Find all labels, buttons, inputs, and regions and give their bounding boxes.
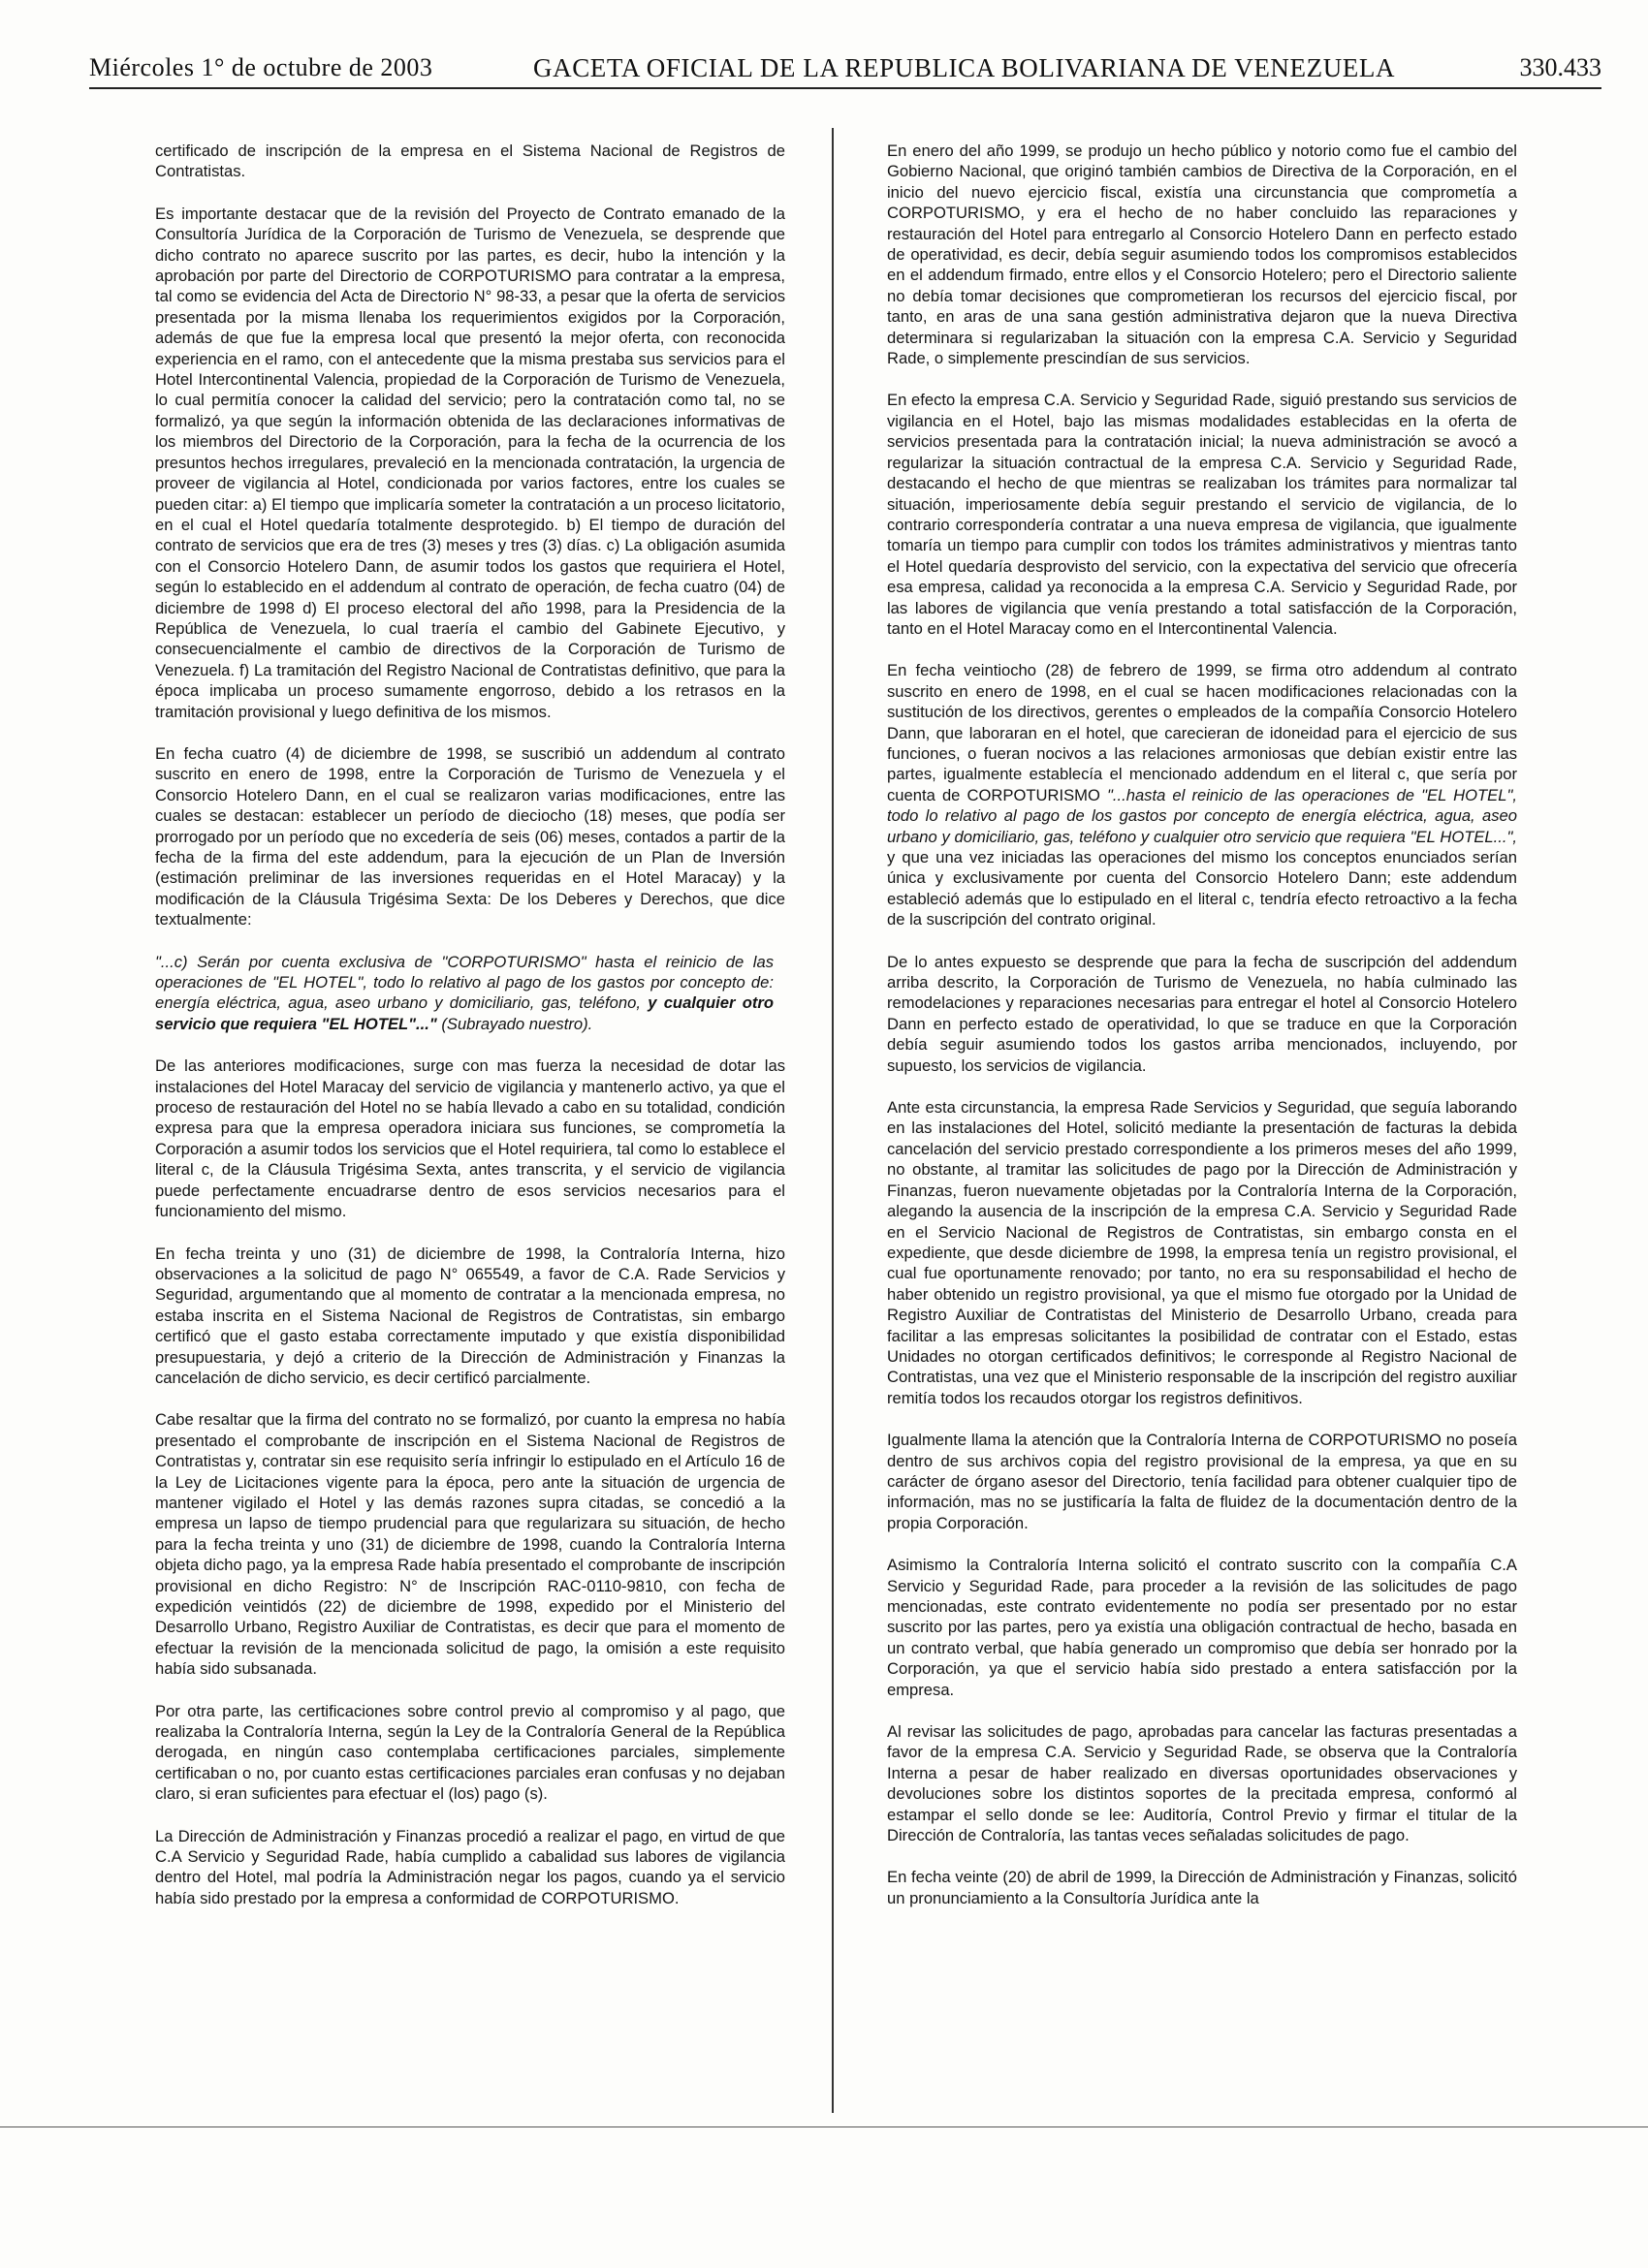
left-paragraph-1: certificado de inscripción de la empresa en el Sistema Nacional de Registros de Contratistas. (155, 142, 785, 181)
right-paragraph-9: En fecha veinte (20) de abril de 1999, la Dirección de Administración y Finanzas, solicitó un pronunciamiento a la Consultoría Jurídica ante la (887, 1868, 1517, 1907)
right-paragraph-2: En efecto la empresa C.A. Servicio y Seguridad Rade, siguió prestando sus servicios de vigilancia en el Hotel, bajo las mismas modalidades establecidas en la oferta de servicios presentada para la contratación inicial; la nueva administración se avocó a regularizar la situación contractual de la empresa C.A. Servicio y Seguridad Rade, destacando el hecho de que mientras se realizaban los trámites para normalizar tal situación, imperiosamente debía seguir prestando el servicio de vigilancia, de lo contrario correspondería contratar a una nueva empresa de vigilancia, que igualmente tomaría un tiempo para cumplir con todos los trámites administrativos y mientras tanto el Hotel quedaría desprovisto del servicio, con la expectativa del servicio que ofrecería esa empresa, calidad ya reconocida a la empresa C.A. Servicio y Seguridad Rade, por las labores de vigilancia que venía prestando a total satisfacción de la Corporación, tanto en el Hotel Maracay como en el Intercontinental Valencia. (887, 391, 1517, 638)
right-paragraph-3-text-1: En fecha veintiocho (28) de febrero de 1999, se firma otro addendum al contrato suscrito en enero de 1998, en el cual se hacen modificaciones relacionadas con la sustitución de los directivos, gerentes o empleados de la compañía Consorcio Hotelero Dann, que laboraran en el hotel, que carecieran de idoneidad para el ejercicio de sus funciones, o fueran nocivos a las relaciones armoniosas que debían existir entre las partes, igualmente establecía el mencionado addendum en el literal c, que sería por cuenta de CORPOTURISMO (887, 661, 1517, 804)
right-paragraph-3-text-2: y que una vez iniciadas las operaciones del mismo los conceptos enunciados serían única y exclusivamente por cuenta del Consorcio Hotelero Dann; este addendum estableció además que lo estipulado en el literal c, tendría efecto retroactivo a la fecha de la suscripción del contrato original. (887, 848, 1517, 929)
header-publication-title: GACETA OFICIAL DE LA REPUBLICA BOLIVARIANA DE VENEZUELA (533, 53, 1396, 82)
left-column (155, 141, 785, 1930)
right-paragraph-3-quote: "...hasta el reinicio de las operaciones de "EL HOTEL", todo lo relativo al pago de los gastos por concepto de energía eléctrica, agua, aseo urbano y domiciliario, gas, teléfono y cualquier otro servicio que requiera "EL HOTEL...", (887, 785, 1517, 846)
right-paragraph-7: Asimismo la Contraloría Interna solicitó el contrato suscrito con la compañía C.A Servicio y Seguridad Rade, para proceder a la revisión de las solicitudes de pago mencionadas, este contrato evidentemente no podía ser presentado por no estar suscrito por las partes, pero ya existía una obligación contractual de hecho, basada en un contrato verbal, que había generado un compromiso que debía ser honrado por la Corporación, ya que el servicio había sido prestado a entera satisfacción por la empresa. (887, 1556, 1517, 1699)
header-rule (89, 87, 1601, 89)
right-paragraph-1: En enero del año 1999, se produjo un hecho público y notorio como fue el cambio del Gobierno Nacional, que originó también cambios de Directiva de la Corporación, en el inicio del nuevo ejercicio fiscal, existía una circunstancia que comprometía a CORPOTURISMO, y era el hecho de no haber concluido las reparaciones y restauración del Hotel para entregarlo al Consorcio Hotelero Dann en perfecto estado de operatividad, es decir, debía seguir asumiendo todos los compromisos establecidos en el addendum firmado, entre ellos y el Consorcio Hotelero; pero el Directorio saliente no debía tomar decisiones que comprometieran los recursos del ejercicio fiscal, por tanto, en aras de una sana gestión administrativa dejaron que la nueva Directiva determinara si regularizaban la situación con la empresa C.A. Servicio y Seguridad Rade, o simplemente prescindían de sus servicios. (887, 142, 1517, 368)
right-paragraph-5: Ante esta circunstancia, la empresa Rade Servicios y Seguridad, que seguía laborando en las instalaciones del Hotel, solicitó mediante la presentación de facturas la debida cancelación del servicio prestado correspondiente a los primeros meses del año 1999, no obstante, al tramitar las solicitudes de pago por la Dirección de Administración y Finanzas, fueron nuevamente objetadas por la Contraloría Interna de la Corporación, alegando la ausencia de la inscripción de la empresa C.A. Servicio y Seguridad Rade en el Servicio Nacional de Registros de Contratistas, sin embargo consta en el expediente, que desde diciembre de 1998, la empresa tenía un registro provisional, el cual fue oportunamente renovado; por tanto, no era su responsabilidad el hecho de haber obtenido un registro provisional, ya que el mismo fue otorgado por la Unidad de Registro Auxiliar de Contratistas del Ministerio de Desarrollo Urbano, creada para facilitar a las empresas solicitantes la posibilidad de contratar con el Estado, estas Unidades no otorgan certificados definitivos; le corresponde al Registro Nacional de Contratistas, una vez que el Ministerio responsable de la inscripción del registro auxiliar remitía todos los recaudos otorgar los registros definitivos. (887, 1098, 1517, 1407)
header-date: Miércoles 1° de octubre de 2003 (89, 53, 433, 81)
right-paragraph-3 (887, 660, 1517, 929)
header-page-number: 330.433 (1519, 53, 1601, 81)
footer-rule (0, 2126, 1648, 2127)
right-column (887, 141, 1517, 1930)
page-header (89, 53, 1601, 92)
left-paragraph-9: La Dirección de Administración y Finanzas procedió a realizar el pago, en virtud de que C.A Servicio y Seguridad Rade, había cumplido a cabalidad sus labores de vigilancia dentro del Hotel, mal podría la Administración negar los pagos, cuando ya el servicio había sido prestado por la empresa a conformidad de CORPOTURISMO. (155, 1826, 785, 1907)
right-paragraph-6: Igualmente llama la atención que la Contraloría Interna de CORPOTURISMO no poseía dentro de sus archivos copia del registro provisional de la empresa, ya que en su carácter de órgano asesor del Directorio, tenía facilidad para obtener cualquier tipo de información, mas no se justificaría la falta de fluidez de la documentación dentro de la propia Corporación. (887, 1431, 1517, 1532)
right-paragraph-4: De lo antes expuesto se desprende que para la fecha de suscripción del addendum arriba descrito, la Corporación de Turismo de Venezuela, no había culminado las remodelaciones y reparaciones necesarias para entregar el hotel al Consorcio Hotelero Dann en perfecto estado de operatividad, lo que se traduce en que la Corporación debía seguir asumiendo todos los gastos arriba mencionados, incluyendo, por supuesto, los servicios de vigilancia. (887, 952, 1517, 1075)
left-paragraph-8: Por otra parte, las certificaciones sobre control previo al compromiso y al pago, que realizaba la Contraloría Interna, según la Ley de la Contraloría General de la República derogada, en ningún caso contemplaba certificaciones parciales, simplemente certificaban o no, por cuanto estas certificaciones parciales eran confusas y no dejaban claro, si eran suficientes para efectuar el (los) pago (s). (155, 1701, 785, 1804)
quote-text-2: (Subrayado nuestro). (436, 1014, 593, 1033)
left-quote (155, 952, 785, 1035)
left-paragraph-5: De las anteriores modificaciones, surge con mas fuerza la necesidad de dotar las instalaciones del Hotel Maracay del servicio de vigilancia y mantenerlo activo, ya que el proceso de restauración del Hotel no se había llevado a cabo en su totalidad, condición expresa para que la empresa operadora iniciara sus funciones, se comprometía la Corporación a asumir todos los servicios que el Hotel requiriera, tal como lo establece el literal c, de la Cláusula Trigésima Sexta, antes transcrita, y el servicio de vigilancia puede perfectamente encuadrarse dentro de esos servicios necesarios para el funcionamiento del mismo. (155, 1056, 785, 1221)
left-paragraph-7: Cabe resaltar que la firma del contrato no se formalizó, por cuanto la empresa no había presentado el comprobante de inscripción en el Sistema Nacional de Registros de Contratistas y, contratar sin ese requisito sería infringir lo estipulado en el Artículo 16 de la Ley de Licitaciones vigente para la época, pero ante la situación de urgencia de mantener vigilado el Hotel y las demás razones supra citadas, se concedió a la empresa un lapso de tiempo prudencial para que regularizara su situación, de hecho para la fecha treinta y uno (31) de diciembre de 1998, cuando la Contraloría Interna objeta dicho pago, ya la empresa Rade había presentado el comprobante de inscripción provisional en dicho Registro: N° de Inscripción RAC-0110-9810, con fecha de expedición veintidós (22) de diciembre de 1998, expedido por el Ministerio del Desarrollo Urbano, Registro Auxiliar de Contratistas, es decir que para el momento de efectuar la revisión de la mencionada solicitud de pago, la omisión a este requisito había sido subsanada. (155, 1410, 785, 1679)
quote-text-bold: y cualquier otro servicio que requiera "EL HOTEL"..." (155, 993, 774, 1033)
left-paragraph-3: En fecha cuatro (4) de diciembre de 1998, se suscribió un addendum al contrato suscrito en enero de 1998, entre la Corporación de Turismo de Venezuela y el Consorcio Hotelero Dann, en el cual se realizaron varias modificaciones, entre las cuales se destacan: establecer un período de dieciocho (18) meses, que podía ser prorrogado por un período que no excedería de seis (06) meses, contados a partir de la fecha de la firma del este addendum, para la ejecución de un Plan de Inversión (estimación preliminar de las inversiones requeridas en el Hotel Maracay) y la modificación de la Cláusula Trigésima Sexta: De los Deberes y Derechos, que dice textualmente: (155, 743, 785, 929)
left-paragraph-6: En fecha treinta y uno (31) de diciembre de 1998, la Contraloría Interna, hizo observaciones a la solicitud de pago N° 065549, a favor de C.A. Rade Servicios y Seguridad, argumentando que al momento de contratar a la mencionada empresa, no estaba inscrita en el Sistema Nacional de Registros de Contratistas, sin embargo certificó que el gasto estaba correctamente imputado y que existía disponibilidad presupuestaria, y dejó a criterio de la Dirección de Administración y Finanzas la cancelación de dicho servicio, es decir certificó parcialmente. (155, 1244, 785, 1387)
left-paragraph-2: Es importante destacar que de la revisión del Proyecto de Contrato emanado de la Consultoría Jurídica de la Corporación de Turismo de Venezuela, se desprende que dicho contrato no aparece suscrito por las partes, es decir, hubo la intención y la aprobación por parte del Directorio de CORPOTURISMO para contratar a la empresa, tal como se evidencia del Acta de Directorio N° 98-33, a pesar que la oferta de servicios presentada por la misma llenaba los requerimientos exigidos por la Corporación, además de que fue la empresa local que presentó la mejor oferta, con reconocida experiencia en el ramo, con el antecedente que la misma prestaba sus servicios para el Hotel Intercontinental Valencia, propiedad de la Corporación de Turismo de Venezuela, lo cual permitía conocer la calidad del servicio; pero la contratación como tal, no se formalizó, ya que según la información obtenida de las declaraciones informativas de los miembros del Directorio de la Corporación, para la fecha de la ocurrencia de los presuntos hechos irregulares, prevaleció en la mencionada contratación, la urgencia de proveer de vigilancia al Hotel, condicionada por varios factores, entre los cuales se pueden citar: a) El tiempo que implicaría someter la contratación a un proceso licitatorio, en el cual el Hotel quedaría totalmente desprotegido. b) El tiempo de duración del contrato de servicios que era de tres (3) meses y tres (3) días. c) La obligación asumida con el Consorcio Hotelero Dann, de asumir todos los gastos que requiriera el Hotel, según lo establecido en el addendum al contrato de operación, de fecha cuatro (04) de diciembre de 1998 d) El proceso electoral del año 1998, para la Presidencia de la República de Venezuela, lo cual traería el cambio del Gabinete Ejecutivo, y consecuencialmente el cambio de directivos de la Corporación de Turismo de Venezuela. f) La tramitación del Registro Nacional de Contratistas definitivo, que para la época implicaba un proceso sumamente engorroso, debido a los retrasos en la tramitación provisional y luego definitiva de los mismos. (155, 204, 785, 721)
column-divider (832, 128, 834, 2113)
right-paragraph-8: Al revisar las solicitudes de pago, aprobadas para cancelar las facturas presentadas a favor de la empresa C.A. Servicio y Seguridad Rade, se observa que la Contraloría Interna a pesar de haber realizado en diversas oportunidades observaciones y devoluciones sobre los distintos soportes de la precitada empresa, conformó al estampar el sello donde se lee: Auditoría, Control Previo y firmar el titular de la Dirección de Contraloría, las tantas veces señaladas solicitudes de pago. (887, 1722, 1517, 1845)
quote-text-1: "...c) Serán por cuenta exclusiva de "CORPOTURISMO" hasta el reinicio de las operaciones de "EL HOTEL", todo lo relativo al pago de los gastos por concepto de: energía eléctrica, agua, aseo urbano y domiciliario, gas, teléfono, (155, 952, 774, 1013)
